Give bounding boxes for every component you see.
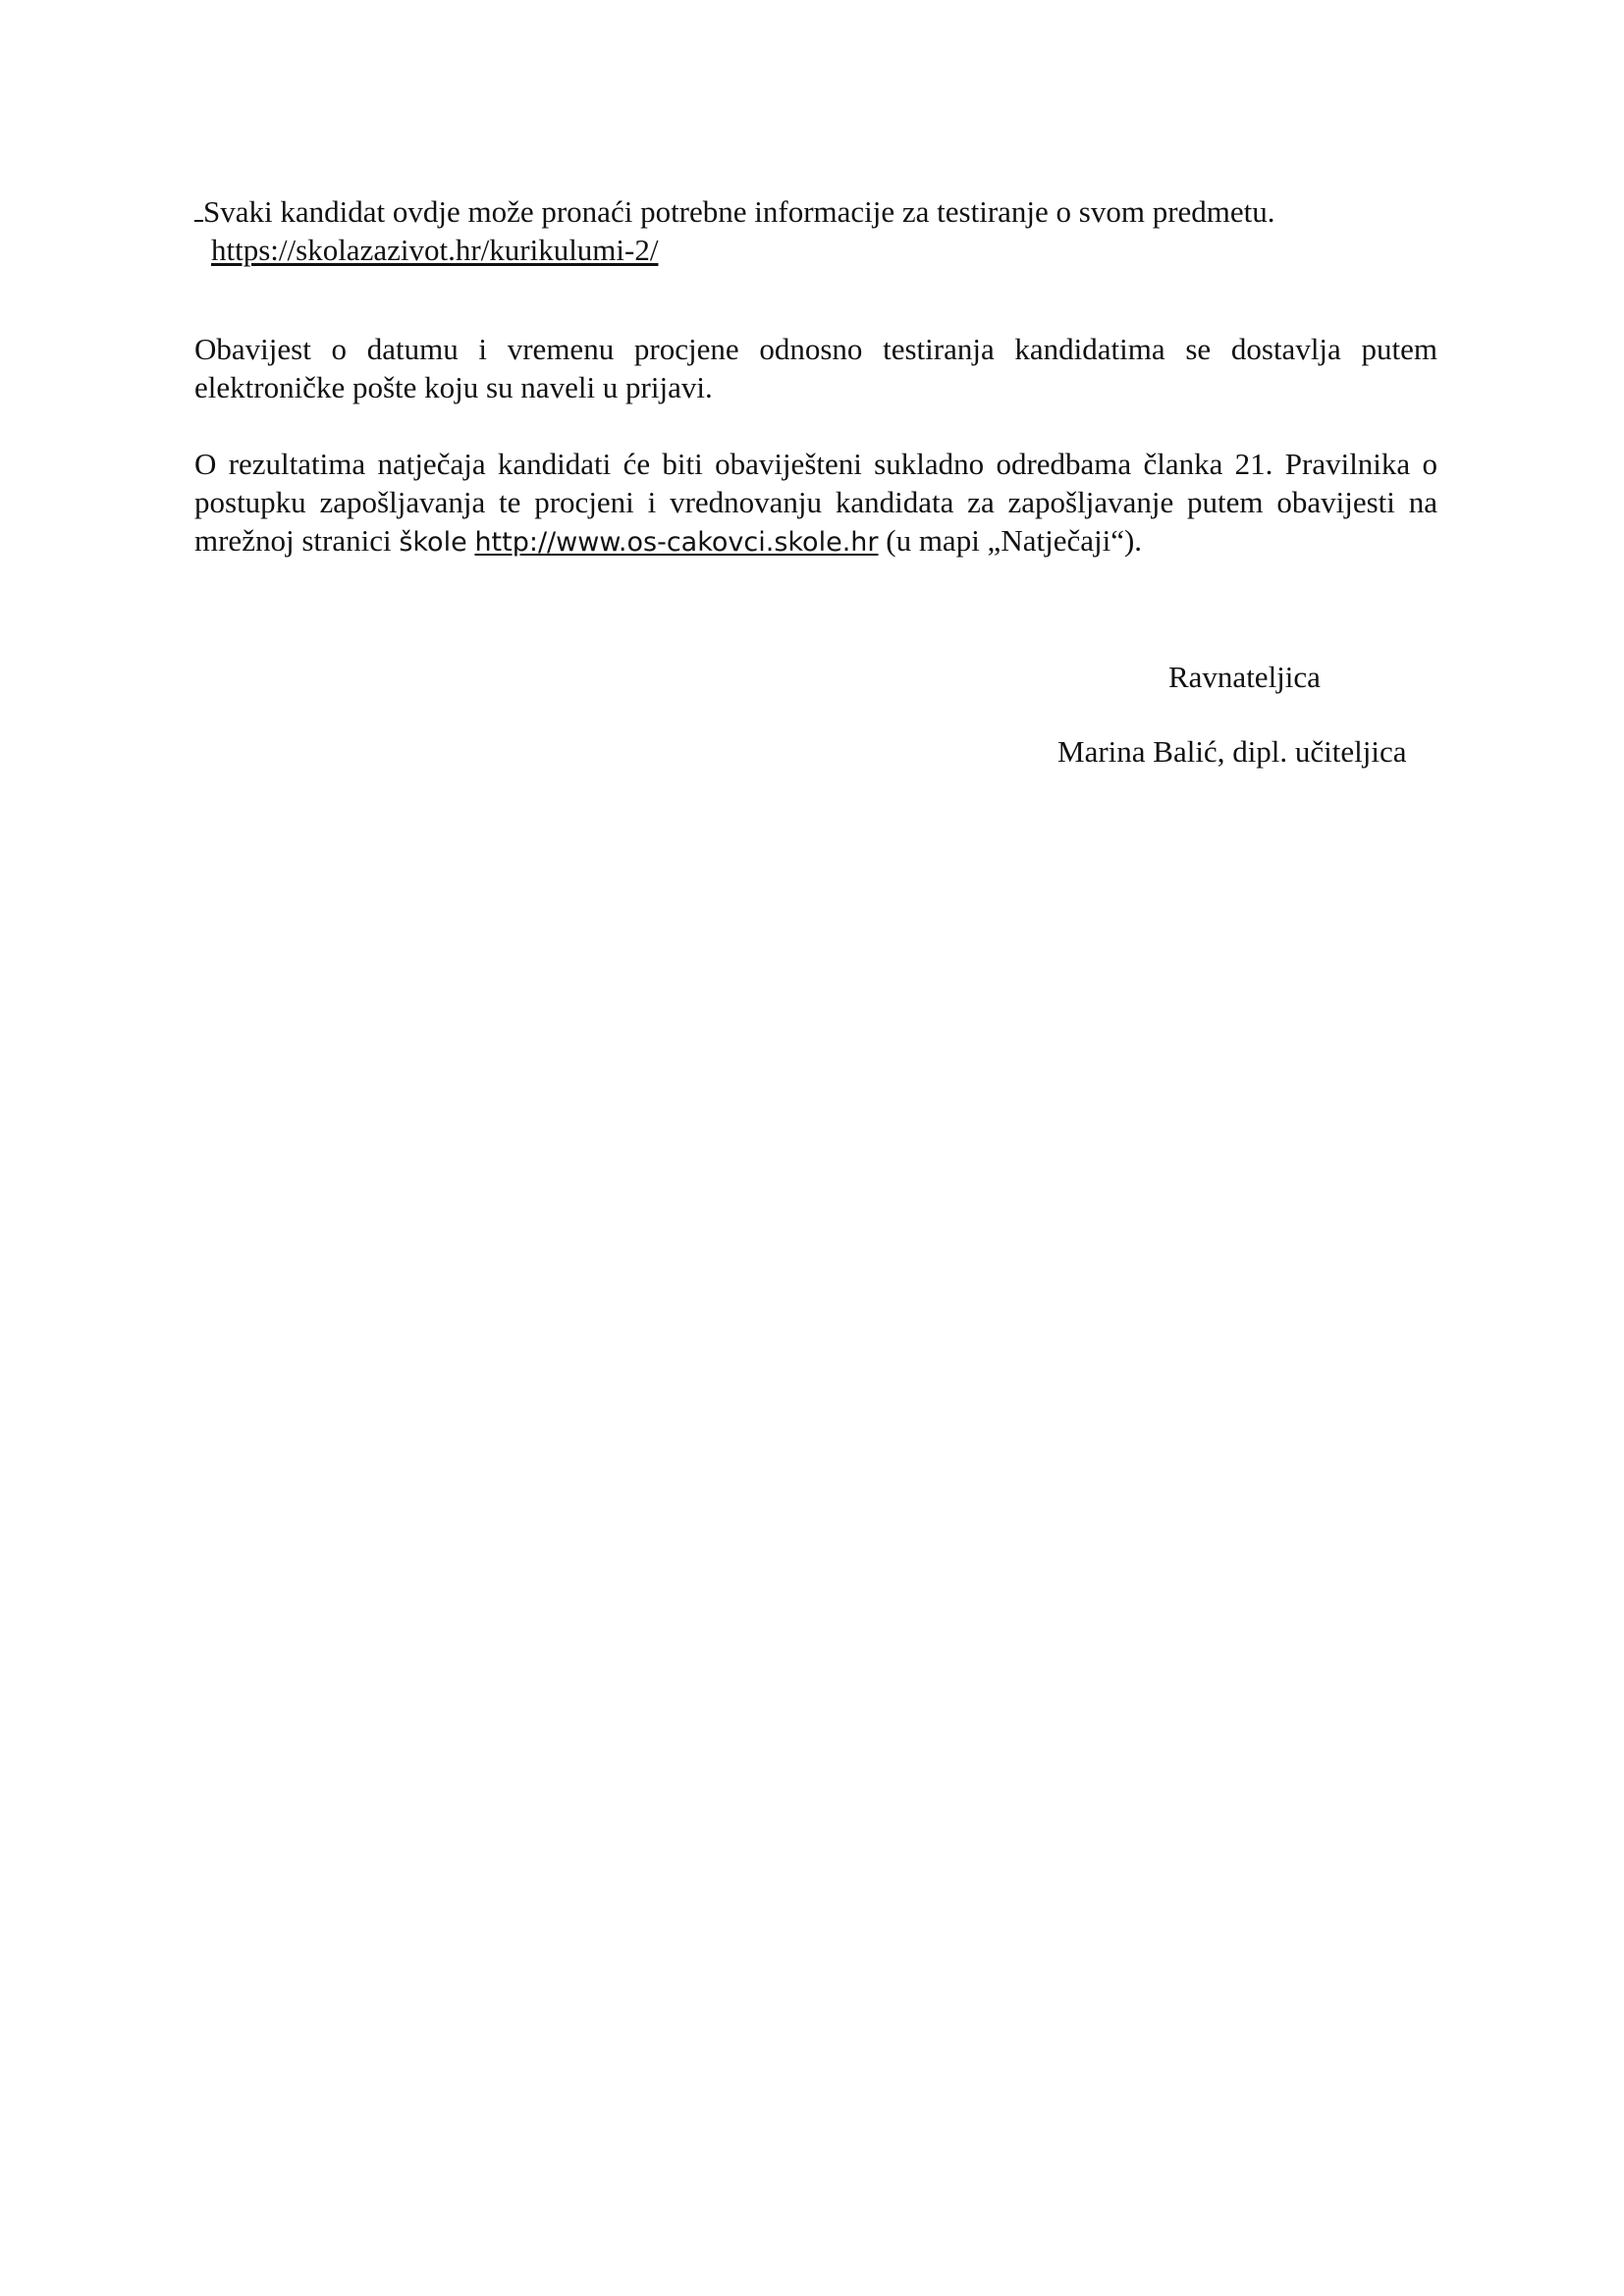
intro-text: Svaki kandidat ovdje može pronaći potrebne informacije za testiranje o svom predmetu. [203, 194, 1275, 229]
intro-line [194, 192, 1437, 231]
underscore-mark [194, 192, 203, 222]
curriculum-link[interactable]: https://skolazazivot.hr/kurikulumi-2/ [211, 233, 659, 267]
results-notice-paragraph [194, 445, 1437, 561]
school-word: škole [399, 527, 467, 558]
curriculum-link-line [194, 231, 1437, 269]
results-folder-note: (u mapi „Natječaji“). [886, 523, 1143, 558]
signature-name: Marina Balić, dipl. učiteljica [1057, 734, 1407, 769]
school-link[interactable]: http://www.os-cakovci.skole.hr [474, 527, 879, 558]
results-text: O rezultatima natječaja kandidati će biti obaviješteni sukladno odredbama članka 21. Pravilnika o postupku zapošljavanja te procjeni i vrednovanju kandidata za zapošljavanje putem obavijesti na mrežnoj stranici [194, 447, 1437, 558]
document-body [194, 192, 1437, 561]
signature-title: Ravnateljica [1168, 660, 1321, 694]
testing-notice-paragraph: Obavijest o datumu i vremenu procjene odnosno testiranja kandidatima se dostavlja putem elektroničke pošte koju su naveli u prijavi. [194, 332, 1437, 404]
